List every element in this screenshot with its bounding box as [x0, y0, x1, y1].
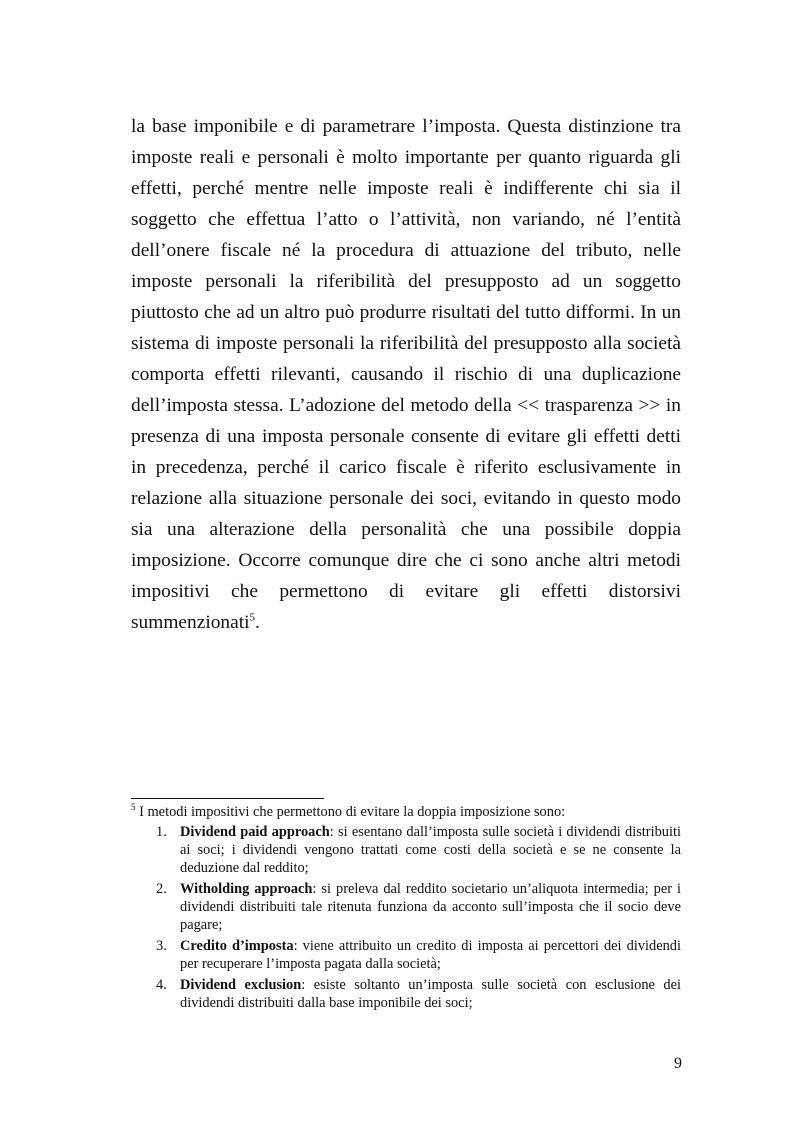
list-item-term: Dividend paid approach [180, 824, 330, 840]
footnote-list-item [131, 823, 681, 877]
list-item-text: : si preleva dal reddito societario un’aliquota intermedia; per i dividendi distribuiti tale ritenuta funziona da acconto sull’imposta che il socio deve pagare; [180, 881, 681, 933]
footnote-section [131, 803, 681, 1015]
footnote-list-item [131, 937, 681, 973]
list-item-term: Witholding approach [180, 881, 313, 897]
footnote-list-item [131, 880, 681, 934]
list-item-number: 1. [156, 824, 167, 840]
footnote-separator [131, 798, 324, 799]
body-paragraph-text: la base imponibile e di parametrare l’imposta. Questa distinzione tra imposte reali e personali è molto importante per quanto riguarda gli effetti, perché mentre nelle imposte reali è indifferente chi sia il soggetto che effettua l’atto o l’attività, non variando, né l’entità dell’onere fiscale né la procedura di attuazione del tributo, nelle imposte personali la riferibilità del presupposto ad un soggetto piuttosto che ad un altro può produrre risultati del tutto difformi. In un sistema di imposte personali la riferibilità del presupposto alla società comporta effetti rilevanti, causando il rischio di una duplicazione dell’imposta stessa. L’adozione del metodo della << trasparenza >> in presenza di una imposta personale consente di evitare gli effetti detti in precedenza, perché il carico fiscale è riferito esclusivamente in relazione alla situazione personale dei soci, evitando in questo modo sia una alterazione della personalità che una possibile doppia imposizione. Occorre comunque dire che ci sono anche altri metodi impositivi che permettono di evitare gli effetti distorsivi summenzionati [131, 116, 681, 633]
body-paragraph-end: . [254, 612, 260, 633]
list-item-term: Dividend exclusion [180, 977, 302, 993]
footnote-list-item [131, 976, 681, 1012]
footnote-intro-text: I metodi impositivi che permettono di evitare la doppia imposizione sono: [135, 804, 566, 820]
list-item-number: 2. [156, 881, 167, 897]
list-item-term: Credito d’imposta [180, 938, 294, 954]
list-item-number: 3. [156, 938, 167, 954]
body-paragraph [131, 111, 681, 638]
footnote-list [131, 823, 681, 1012]
list-item-text: : viene attribuito un credito di imposta ai percettori dei dividendi per recuperare l’imposta pagata dalla società; [180, 938, 681, 972]
page-number: 9 [674, 1055, 682, 1072]
list-item-number: 4. [156, 977, 167, 993]
list-item-text: : esiste soltanto un’imposta sulle società con esclusione dei dividendi distribuiti dalla base imponibile dei soci; [180, 977, 681, 1011]
list-item-text: : si esentano dall’imposta sulle società i dividendi distribuiti ai soci; i dividendi vengono trattati come costi della società e se ne consente la deduzione dal reddito; [180, 824, 681, 876]
footnote-reference: 5 [249, 611, 255, 624]
footnote-intro [131, 803, 681, 821]
footnote-marker: 5 [131, 802, 136, 813]
